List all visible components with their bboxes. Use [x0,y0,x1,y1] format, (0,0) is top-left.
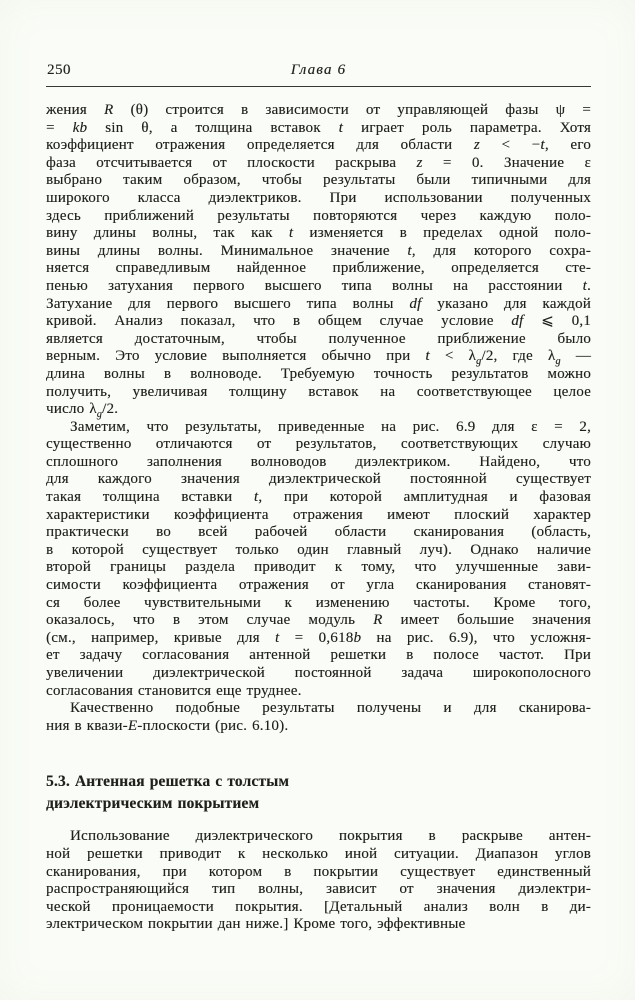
text-line: няется справедливым найденное приближение, определяется сте- [46,260,591,277]
text-line: увеличении диэлектрической постоянной задача широкополосного [46,665,591,681]
text-line: в которой существует только один главный луч). Однако наличие [46,541,591,558]
text-line: сканирования, при котором в покрытии существует единственный [46,863,591,880]
text-line: является достаточным, чтобы полученное приближение было [46,330,591,347]
text-line: кривой. Анализ показал, что в общем случае условие df ⩽ 0,1 [46,313,592,330]
text-line: ческой проницаемости покрытия. [Детальный анализ волн в ди- [46,898,591,915]
text-line: Использование диэлектрического покрытия в раскрыве антен- [70,828,591,845]
text-line: Затухание для первого высшего типа волны df указано для каждой [46,295,591,312]
text-line: сплошного заполнения волноводов диэлектриком. Найдено, что [46,453,591,470]
text-line: фаза отсчитывается от плоскости раскрыва z = 0. Значение ε [46,154,591,171]
text-line: жения R (θ) строится в зависимости от управляющей фазы ψ = [46,102,591,118]
running-head [46,62,591,82]
text-line: распространяющийся тип волны, зависит от значения диэлектри- [46,881,591,898]
text-line: согласования становится еще труднее. [46,682,302,699]
text-line: здесь приближений результаты повторяются через каждую поло- [46,207,591,224]
text-line: ной решетки приводит к несколько иной ситуации. Диапазон углов [46,845,591,862]
text-line: широкого класса диэлектриков. При использовании полученных [46,189,591,206]
paragraph [46,419,591,701]
text-column [46,102,591,934]
paragraph [46,700,591,735]
text-line: выбрано таким образом, чтобы результаты были типичными для [46,172,591,189]
running-chapter-title: Глава 6 [290,62,347,78]
page-number: 250 [47,62,71,78]
text-line: для каждого значения диэлектрической постоянной существует [46,471,591,488]
paragraph [46,828,591,934]
text-line: получить, увеличивая толщину вставок на соответствующее целое [46,383,591,400]
header-rule [46,86,591,87]
text-line: оказалось, что в этом случае модуль R имеет большие значения [46,612,591,629]
text-line: характеристики коэффициента отражения имеют плоский характер [46,506,591,523]
text-line: верным. Это условие выполняется обычно при $t < \lambda_g/2$, где $\lambda_g$ — [46,348,591,368]
text-line: такая толщина вставки t, при которой амплитудная и фазовая [46,489,591,506]
text-line: коэффициент отражения определяется для области z < −t, его [46,137,591,154]
text-line: электрическом покрытии дан ниже.] Кроме того, эффективные [46,916,466,933]
text-line: существенно отличаются от результатов, соответствующих случаю [46,436,591,453]
text-line: диэлектрическим покрытием [46,795,260,813]
text-line: Заметим, что результаты, приведенные на рис. 6.9 для ε = 2, [70,418,591,435]
text-line: второй границы раздела приводит к тому, что улучшенные зави- [46,559,591,576]
text-line: 5.3. Антенная решетка с толстым [46,773,290,791]
text-line: ния в квази-E-плоскости (рис. 6.10). [46,717,289,734]
text-line: ет задачу согласования антенной решетки в полосе частот. При [46,647,591,664]
text-line: (см., например, кривые для t = 0,618b на рис. 6.9), что усложня- [46,629,591,646]
text-line: длина волны в волноводе. Требуемую точность результатов можно [46,365,591,382]
paragraph [46,102,591,419]
text-line: вину длины волны, так как t изменяется в пределах одной поло- [46,225,591,242]
text-line: ся более чувствительными к изменению частоты. Кроме того, [46,594,591,611]
text-line: Качественно подобные результаты получены и для сканирова- [70,700,591,717]
text-line: = kb sin θ, а толщина вставок t играет роль параметра. Хотя [46,119,591,136]
section-heading [46,771,591,815]
text-line: число $\lambda_g/2$. [46,401,119,421]
text-line: практически во всей рабочей области сканирования (область, [46,524,591,541]
text-line: пенью затухания первого высшего типа волны на расстоянии t. [46,277,591,294]
text-line: вины длины волны. Минимальное значение t, для которого сохра- [46,242,591,259]
text-line: симости коэффициента отражения от угла сканирования становят- [46,577,591,594]
